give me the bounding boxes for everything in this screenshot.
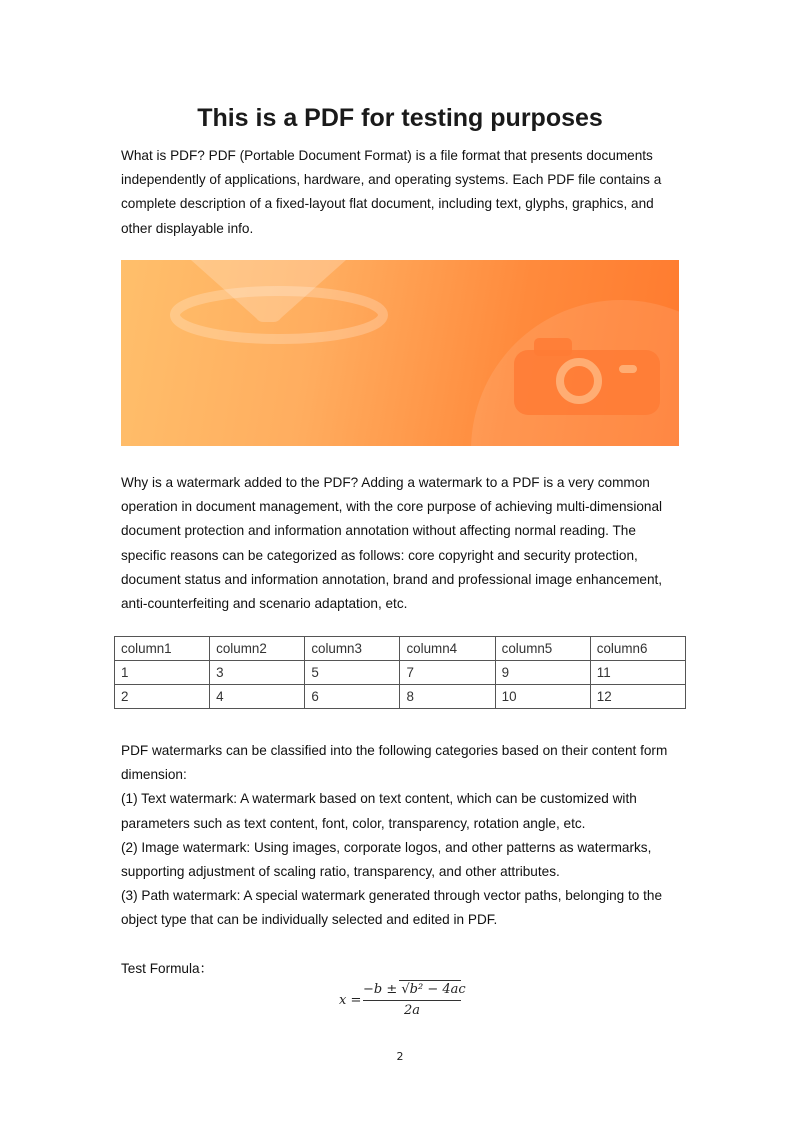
data-table	[114, 636, 686, 709]
table-cell: 4	[210, 685, 305, 709]
table-cell: 6	[305, 685, 400, 709]
formula-lhs: x =	[339, 993, 362, 1008]
intro-paragraph: What is PDF? PDF (Portable Document Format) is a file format that presents documents independently of applications, hardware, and operating systems. Each PDF file contains a complete description of a fixed-layout flat document, including text, glyphs, graphics, and other displayable info.	[121, 148, 662, 236]
category-image-watermark: (2) Image watermark: Using images, corporate logos, and other patterns as watermarks, supporting adjustment of scaling ratio, transparency, and other attributes.	[121, 839, 652, 880]
fraction-bar	[363, 1000, 461, 1001]
formula-label: Test Formula：	[121, 961, 214, 976]
page-title: This is a PDF for testing purposes	[197, 104, 603, 132]
table-cell: 1	[115, 661, 210, 685]
table-cell: 11	[590, 661, 685, 685]
category-path-watermark: (3) Path watermark: A special watermark generated through vector paths, belonging to the object type that can be individually selected and edited in PDF.	[121, 888, 663, 928]
quadratic-formula	[336, 981, 476, 1023]
table-header-cell: column6	[590, 637, 685, 661]
categories-paragraph	[121, 739, 681, 933]
categories-intro-line: PDF watermarks can be classified into the following categories based on their content form dimension:	[121, 743, 668, 783]
page-number: 2	[396, 1050, 404, 1063]
table-cell: 10	[495, 685, 590, 709]
table-header-cell: column5	[495, 637, 590, 661]
table-header-cell: column1	[115, 637, 210, 661]
table-cell: 12	[590, 685, 685, 709]
camera-flash-shape	[619, 365, 637, 373]
category-text-watermark: (1) Text watermark: A watermark based on text content, which can be customized with parameters such as text content, font, color, transparency, rotation angle, etc.	[121, 791, 637, 831]
table-header-cell: column3	[305, 637, 400, 661]
table-cell: 3	[210, 661, 305, 685]
formula-numerator	[363, 982, 466, 997]
table-header-row	[115, 637, 686, 661]
table-header-cell: column4	[400, 637, 495, 661]
table-cell: 5	[305, 661, 400, 685]
table-row	[115, 685, 686, 709]
table-row	[115, 661, 686, 685]
table-cell: 9	[495, 661, 590, 685]
table-cell: 8	[400, 685, 495, 709]
radical-overline	[399, 980, 461, 981]
table-cell: 2	[115, 685, 210, 709]
banner-graphic	[121, 260, 679, 446]
table-header-cell: column2	[210, 637, 305, 661]
table-cell: 7	[400, 661, 495, 685]
formula-radicand: b² − 4ac	[409, 982, 466, 997]
banner-image	[121, 260, 679, 446]
formula-denominator: 2a	[404, 1003, 421, 1018]
formula-numerator-left: −b ± √	[363, 982, 410, 997]
watermark-paragraph: Why is a watermark added to the PDF? Adding a watermark to a PDF is a very common operation in document management, with the core purpose of achieving multi-dimensional document protection and information annotation without affecting normal reading. The specific reasons can be categorized as follows: core copyright and security protection, document status and information annotation, brand and professional image enhancement, anti-counterfeiting and scenario adaptation, etc.	[121, 475, 663, 612]
